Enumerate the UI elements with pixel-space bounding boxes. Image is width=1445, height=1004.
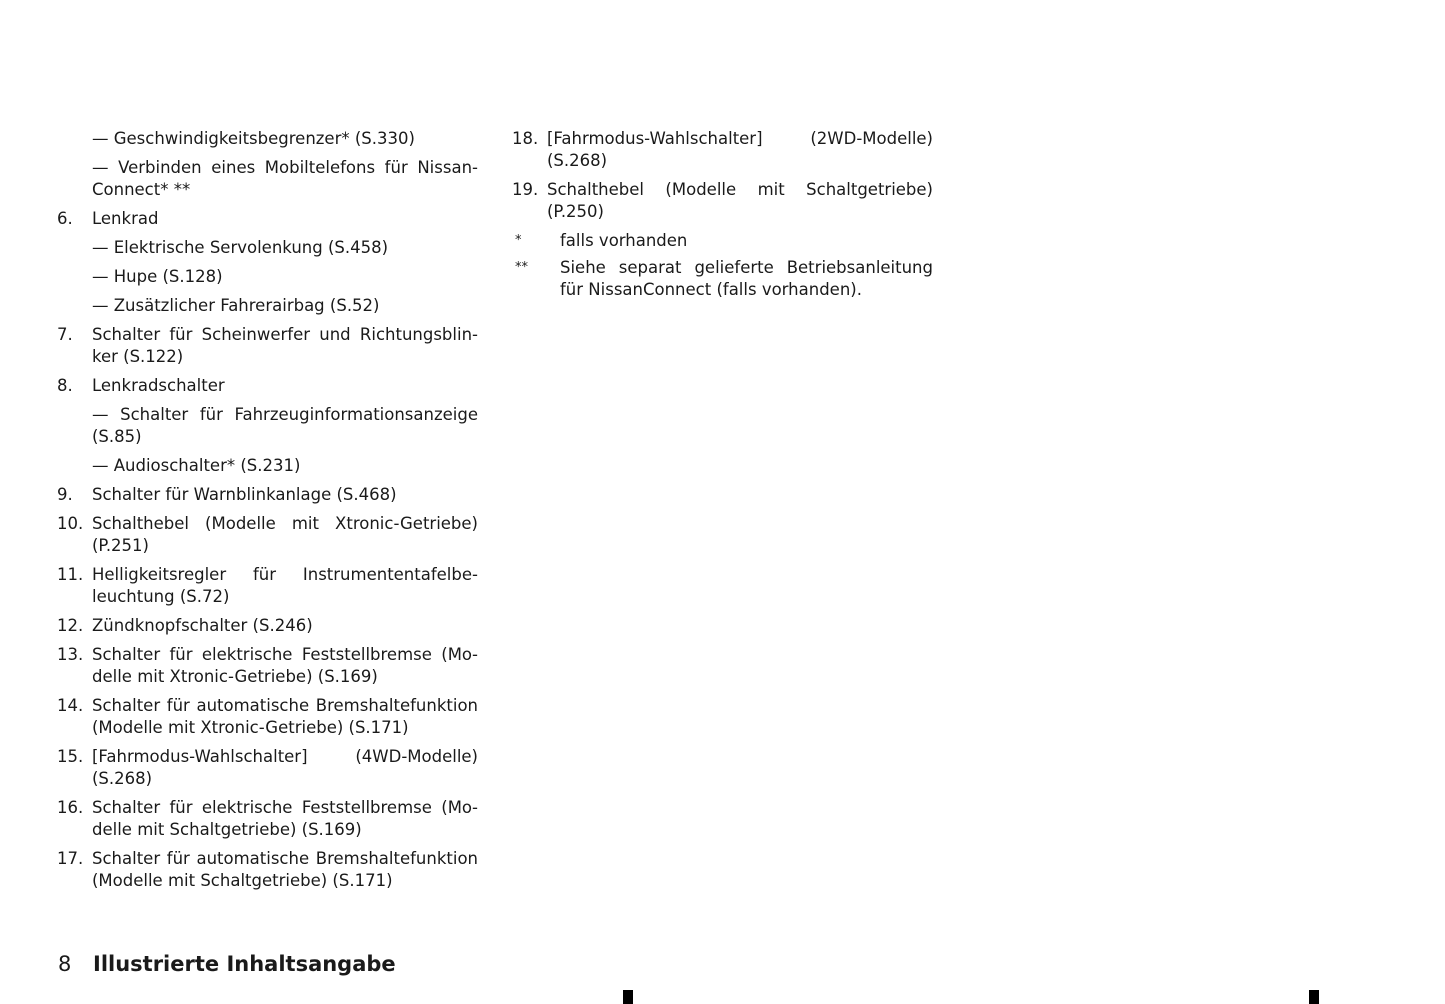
item-text: Zündknopfschalter (S.246)	[92, 616, 313, 635]
sub-item: — Geschwindigkeitsbegrenzer* (S.330)	[92, 129, 415, 148]
footnote-text: falls vorhanden	[560, 231, 688, 250]
footnote-mark: *	[515, 233, 522, 248]
list-item	[57, 848, 478, 892]
item-number: 8.	[57, 376, 73, 395]
list-item	[512, 179, 933, 223]
footnote	[512, 257, 933, 301]
list-item	[57, 375, 478, 397]
crop-mark-right	[1309, 990, 1319, 1004]
item-text: Schalter für Warnblinkanlage (S.468)	[92, 485, 397, 504]
item-number: 9.	[57, 485, 73, 504]
list-item	[57, 324, 478, 368]
item-number: 14.	[57, 696, 84, 715]
sub-item: — Zusätzlicher Fahrerairbag (S.52)	[92, 296, 380, 315]
list-item	[57, 797, 478, 841]
item-text: Schalter für Scheinwerfer und Richtungsblinker (S.122)	[92, 325, 478, 366]
item-text: Schalter für automatische Bremshaltefunktion (Modelle mit Xtronic-Getriebe) (S.171)	[92, 696, 478, 737]
item-number: 15.	[57, 747, 84, 766]
item-number: 11.	[57, 565, 84, 584]
item-number: 19.	[512, 180, 539, 199]
page-footer	[58, 950, 396, 978]
item-number: 17.	[57, 849, 84, 868]
sub-item: — Audioschalter* (S.231)	[92, 456, 301, 475]
item-text: Schalthebel (Modelle mit Schaltgetriebe) (P.250)	[547, 180, 933, 221]
footnote	[512, 230, 933, 252]
item-text: Helligkeitsregler für Instrumententafelbeleuchtung (S.72)	[92, 565, 478, 606]
item-text: Lenkrad	[92, 209, 159, 228]
footnote-mark: **	[515, 260, 528, 275]
list-item	[57, 513, 478, 557]
item-text: Schalter für automatische Bremshaltefunktion (Modelle mit Schaltgetriebe) (S.171)	[92, 849, 478, 890]
page-number: 8	[58, 952, 72, 976]
item-text: Schalter für elektrische Feststellbremse (Modelle mit Schaltgetriebe) (S.169)	[92, 798, 478, 839]
crop-mark-left	[623, 990, 633, 1004]
list-item	[512, 128, 933, 172]
footnote-text: Siehe separat gelieferte Betriebsanleitung für NissanConnect (falls vorhanden).	[560, 258, 933, 299]
item-number: 16.	[57, 798, 84, 817]
list-item	[57, 615, 478, 637]
item-number: 12.	[57, 616, 84, 635]
item-number: 13.	[57, 645, 84, 664]
list-item	[57, 695, 478, 739]
section-title: Illustrierte Inhaltsangabe	[93, 952, 396, 976]
list-item	[57, 746, 478, 790]
item-text: Lenkradschalter	[92, 376, 225, 395]
item-text: [Fahrmodus-Wahlschalter] (2WD-Modelle) (S.268)	[547, 129, 933, 170]
item-number: 6.	[57, 209, 73, 228]
sub-item: — Hupe (S.128)	[92, 267, 223, 286]
item-text: Schalter für elektrische Feststellbremse (Modelle mit Xtronic-Getriebe) (S.169)	[92, 645, 478, 686]
left-column	[57, 128, 478, 899]
item-number: 18.	[512, 129, 539, 148]
list-item	[57, 644, 478, 688]
list-item	[57, 564, 478, 608]
sub-item: — Verbinden eines Mobiltelefons für NissanConnect* **	[92, 158, 478, 199]
sub-item: — Elektrische Servolenkung (S.458)	[92, 238, 389, 257]
sub-item: — Schalter für Fahrzeuginformationsanzeige (S.85)	[92, 405, 478, 446]
list-item	[57, 208, 478, 230]
right-column	[512, 128, 933, 306]
item-number: 10.	[57, 514, 84, 533]
item-text: Schalthebel (Modelle mit Xtronic-Getriebe) (P.251)	[92, 514, 478, 555]
list-item	[57, 484, 478, 506]
item-number: 7.	[57, 325, 73, 344]
item-text: [Fahrmodus-Wahlschalter] (4WD-Modelle) (S.268)	[92, 747, 478, 788]
